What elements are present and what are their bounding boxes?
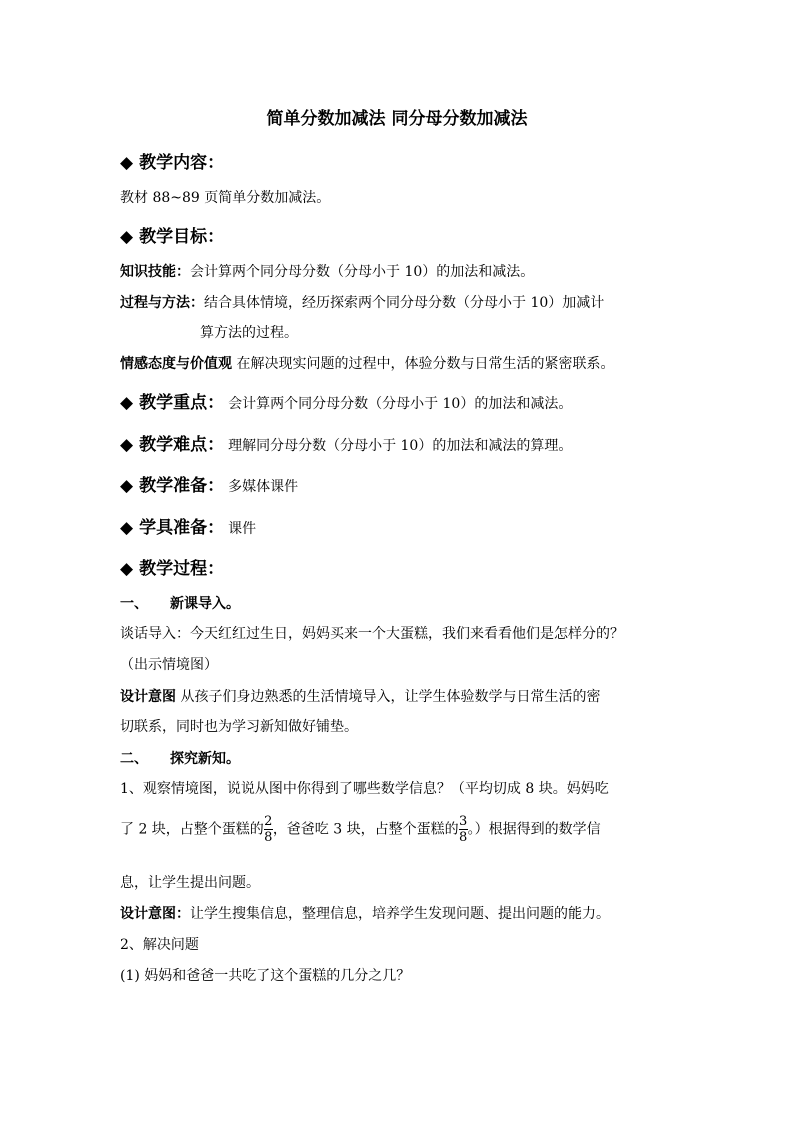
teacher-prep <box>120 471 298 496</box>
section-1-intent <box>120 686 600 706</box>
objectives-heading <box>120 222 224 247</box>
text-segment: 了 2 块，占整个蛋糕的 <box>120 821 264 838</box>
intent-text: 从孩子们身边熟悉的生活情境导入，让学生体验数学与日常生活的密 <box>180 689 601 705</box>
section-number: 一、 <box>120 596 148 612</box>
fraction-numerator: 2 <box>264 814 273 829</box>
heading-text: 教学目标： <box>139 227 225 247</box>
objective-text: 结合具体情境，经历探索两个同分母分数（分母小于 10）加减计 <box>204 295 605 311</box>
text-segment: 。）根据得到的数学信 <box>467 821 601 838</box>
section-number: 二、 <box>120 751 148 767</box>
key-point-text: 会计算两个同分母分数（分母小于 10）的加法和减法。 <box>228 396 573 412</box>
section-1-intent-continued: 切联系，同时也为学习新知做好铺垫。 <box>120 719 358 735</box>
intent-label: 设计意图 <box>120 689 176 705</box>
teacher-prep-text: 多媒体课件 <box>228 479 299 495</box>
heading-text: 教学准备： <box>139 476 225 496</box>
fraction-denominator: 8 <box>458 830 468 845</box>
heading-text: 教学内容： <box>139 153 225 173</box>
student-prep-text: 课件 <box>228 521 257 537</box>
diamond-bullet-icon: ◆ <box>120 227 134 247</box>
diamond-bullet-icon: ◆ <box>120 435 134 455</box>
section-2-item-2-question-1: (1) 妈妈和爸爸一共吃了这个蛋糕的几分之几？ <box>120 968 411 984</box>
objective-label: 知识技能： <box>120 264 190 280</box>
fraction-three-eighths <box>459 814 468 845</box>
objective-label: 过程与方法： <box>120 295 204 311</box>
diamond-bullet-icon: ◆ <box>120 153 134 173</box>
difficulty-text: 理解同分母分数（分母小于 10）的加法和减法的算理。 <box>228 438 573 454</box>
heading-text: 教学重点： <box>139 393 225 413</box>
section-1-line-2: （出示情境图） <box>120 657 218 673</box>
fraction-two-eighths <box>264 814 273 845</box>
section-1-heading <box>120 593 240 613</box>
key-point <box>120 388 572 413</box>
difficulty <box>120 430 572 455</box>
intent-text: 让学生搜集信息，整理信息，培养学生发现问题、提出问题的能力。 <box>190 906 610 922</box>
section-title: 探究新知。 <box>170 751 240 767</box>
student-prep <box>120 513 256 538</box>
objective-knowledge <box>120 261 534 281</box>
intent-label: 设计意图： <box>120 906 190 922</box>
diamond-bullet-icon: ◆ <box>120 559 134 579</box>
objective-text: 在解决现实问题的过程中，体验分数与日常生活的紧密联系。 <box>236 356 615 372</box>
section-2-intent <box>120 903 610 923</box>
fraction-denominator: 8 <box>264 830 273 845</box>
heading-text: 教学难点： <box>139 435 225 455</box>
diamond-bullet-icon: ◆ <box>120 476 134 496</box>
content-text: 教材 88~89 页简单分数加减法。 <box>120 190 331 206</box>
objective-label: 情感态度与价值观 <box>120 356 232 372</box>
section-2-item-1-line-3: 息，让学生提出问题。 <box>120 875 260 891</box>
section-2-item-2: 2、解决问题 <box>120 937 199 953</box>
objective-text: 会计算两个同分母分数（分母小于 10）的加法和减法。 <box>190 264 535 280</box>
objective-process-continued: 算方法的过程。 <box>200 325 298 341</box>
heading-text: 教学过程： <box>139 559 225 579</box>
fraction-numerator: 3 <box>458 814 468 829</box>
section-2-item-1-line-1: 1、观察情境图，说说从图中你得到了哪些数学信息？（平均切成 8 块。妈妈吃 <box>120 781 609 797</box>
diamond-bullet-icon: ◆ <box>120 518 134 538</box>
section-2-heading <box>120 748 240 768</box>
section-title: 新课导入。 <box>170 596 240 612</box>
process-heading <box>120 554 224 579</box>
text-segment: ，爸爸吃 3 块，占整个蛋糕的 <box>272 821 459 838</box>
diamond-bullet-icon: ◆ <box>120 393 134 413</box>
section-1-line-1: 谈话导入：今天红红过生日，妈妈买来一个大蛋糕，我们来看看他们是怎样分的？ <box>120 626 624 642</box>
section-2-item-1-line-2 <box>120 814 601 845</box>
heading-text: 学具准备： <box>139 518 225 538</box>
objective-emotion <box>120 353 614 373</box>
objective-process <box>120 292 604 312</box>
page-title: 简单分数加减法 同分母分数加减法 <box>266 109 528 129</box>
content-heading <box>120 148 224 173</box>
